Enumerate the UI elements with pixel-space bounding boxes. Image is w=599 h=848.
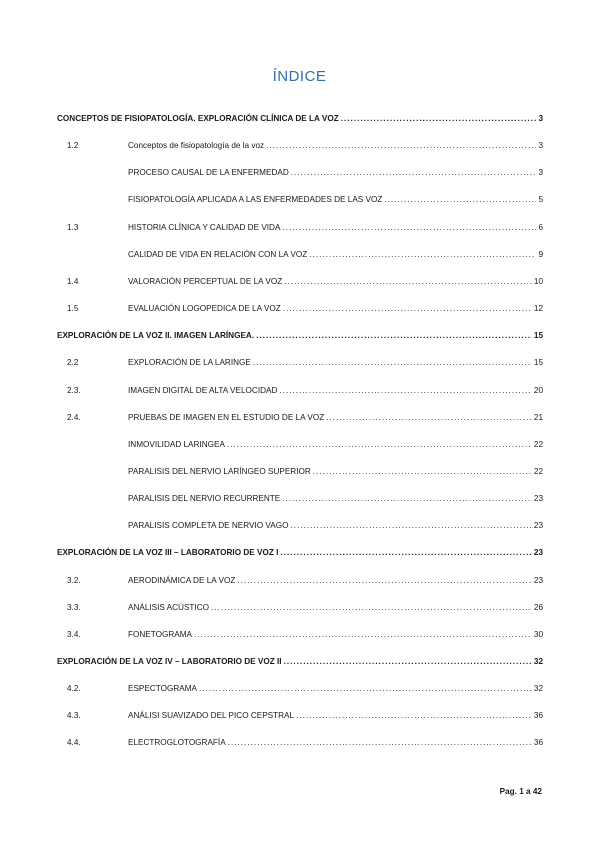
dot-leader — [282, 494, 532, 503]
dot-leader — [282, 223, 536, 232]
toc-entry[interactable] — [67, 141, 543, 155]
toc-entry-label: CONCEPTOS DE FISIOPATOLOGÍA. EXPLORACIÓN CLÍNICA DE LA VOZ — [57, 114, 339, 123]
dot-leader — [326, 413, 532, 422]
toc-entry[interactable] — [57, 548, 543, 562]
page-title: ÍNDICE — [272, 68, 327, 85]
toc-entry-page: 22 — [533, 466, 543, 476]
toc-entry[interactable] — [67, 385, 543, 400]
toc-entry-page: 3 — [538, 114, 543, 123]
dot-leader — [280, 548, 532, 557]
toc-entry-number: 4.4. — [67, 738, 81, 748]
toc-entry[interactable] — [67, 602, 543, 617]
dot-leader — [296, 711, 532, 720]
toc-entry-label: ANÁLISIS ACÚSTICO — [128, 602, 209, 612]
toc-entry-label: PARALISIS DEL NERVIO RECURRENTE — [128, 494, 281, 504]
toc-entry-page: 20 — [533, 385, 543, 395]
toc-entry-label: ANÁLISI SUAVIZADO DEL PICO CEPSTRAL — [128, 711, 295, 721]
toc-entry[interactable] — [128, 494, 543, 508]
toc-entry-label: EXPLORACIÓN DE LA VOZ II. IMAGEN LARÍNGEA. — [57, 331, 255, 341]
toc-entry-label: ELECTROGLOTOGRAFÍA — [128, 738, 226, 748]
toc-entry-page: 36 — [533, 738, 543, 748]
toc-entry-number: 3.3. — [67, 602, 81, 612]
toc-entry-page: 15 — [533, 358, 543, 368]
toc-entry[interactable] — [128, 195, 543, 209]
toc-entry-page: 15 — [533, 331, 543, 341]
dot-leader — [291, 168, 537, 177]
toc-entry-number: 4.2. — [67, 684, 81, 694]
toc-entry[interactable] — [128, 467, 543, 481]
dot-leader — [283, 304, 532, 313]
toc-entry[interactable] — [67, 711, 543, 725]
toc-entry-label: FISIOPATOLOGÍA APLICADA A LAS ENFERMEDADES DE LAS VOZ — [128, 195, 383, 205]
toc-entry[interactable] — [67, 358, 543, 372]
toc-entry[interactable] — [67, 304, 543, 318]
dot-leader — [253, 358, 532, 367]
toc-entry-page: 12 — [533, 304, 543, 314]
toc-entry-label: EXPLORACIÓN DE LA VOZ III – LABORATORIO DE VOZ I — [57, 548, 279, 558]
toc-entry[interactable] — [57, 114, 543, 128]
toc-entry-number: 1.2 — [67, 141, 79, 151]
toc-entry-number: 3.2. — [67, 575, 81, 585]
toc-entry-page: 22 — [533, 439, 543, 449]
toc-entry-label: PROCESO CAUSAL DE LA ENFERMEDAD — [128, 168, 289, 178]
dot-leader — [211, 603, 532, 612]
page-footer: Pag. 1 a 42 — [499, 787, 542, 796]
dot-leader — [237, 576, 532, 585]
toc-entry-label: EXPLORACIÓN DE LA LARINGE — [128, 358, 251, 368]
toc-entry-label: PARALISIS COMPLETA DE NERVIO VAGO — [128, 521, 289, 531]
toc-entry-page: 36 — [533, 711, 543, 721]
toc-entry-label: AERODINÁMICA DE LA VOZ — [128, 575, 236, 585]
toc-entry-number: 2.3. — [67, 385, 81, 395]
toc-entry-page: 5 — [538, 195, 543, 205]
dot-leader — [194, 630, 532, 639]
toc-entry-number: 4.3. — [67, 711, 81, 721]
toc-entry[interactable] — [57, 657, 543, 671]
toc-entry-page: 21 — [533, 412, 543, 422]
dot-leader — [284, 277, 532, 286]
toc-entry[interactable] — [67, 412, 543, 427]
toc-entry-label: EVALUACIÓN LOGOPEDICA DE LA VOZ — [128, 304, 281, 314]
toc-entry[interactable] — [128, 250, 543, 264]
dot-leader — [266, 141, 536, 150]
dot-leader — [284, 657, 532, 666]
toc-entry-label: VALORACIÓN PERCEPTUAL DE LA VOZ — [128, 276, 283, 286]
toc-entry-page: 9 — [538, 249, 543, 259]
toc-entry-page: 3 — [538, 141, 543, 151]
dot-leader — [228, 738, 532, 747]
toc-entry-page: 3 — [538, 168, 543, 178]
toc-entry-page: 23 — [533, 521, 543, 531]
toc-entry-page: 6 — [538, 222, 543, 232]
dot-leader — [309, 250, 536, 259]
toc-entry-number: 3.4. — [67, 629, 81, 639]
toc-entry-number: 2.2 — [67, 358, 79, 368]
toc-entry-label: PRUEBAS DE IMAGEN EN EL ESTUDIO DE LA VOZ — [128, 412, 325, 422]
toc-entry-number: 2.4. — [67, 412, 81, 422]
toc-entry[interactable] — [128, 168, 543, 182]
toc-entry-page: 30 — [533, 629, 543, 639]
toc-entry-number: 1.3 — [67, 222, 79, 232]
toc-entry[interactable] — [67, 738, 543, 752]
toc-entry-number: 1.5 — [67, 304, 79, 314]
toc-entry-label: INMOVILIDAD LARINGEA — [128, 439, 225, 449]
toc-entry[interactable] — [67, 575, 543, 590]
toc-entry-label: CALIDAD DE VIDA EN RELACIÓN CON LA VOZ — [128, 249, 308, 259]
dot-leader — [279, 386, 532, 395]
toc-entry-page: 32 — [533, 657, 543, 666]
toc-entry-page: 26 — [533, 602, 543, 612]
toc-entry-page: 10 — [533, 276, 543, 286]
toc-entry-page: 23 — [533, 494, 543, 504]
toc-entry-label: IMAGEN DIGITAL DE ALTA VELOCIDAD — [128, 385, 278, 395]
toc-entry-page: 32 — [533, 684, 543, 694]
toc-entry-label: HISTORIA CLÍNICA Y CALIDAD DE VIDA — [128, 222, 281, 232]
dot-leader — [341, 114, 537, 123]
toc-entry[interactable] — [57, 331, 543, 345]
dot-leader — [384, 195, 536, 204]
toc-entry-number: 1.4 — [67, 276, 79, 286]
dot-leader — [256, 331, 532, 340]
toc-entry-label: FONETOGRAMA — [128, 629, 192, 639]
toc-entry[interactable] — [128, 440, 543, 454]
toc-entry-page: 23 — [533, 548, 543, 558]
toc-entry-label: Conceptos de fisiopatología de la voz — [128, 141, 265, 151]
dot-leader — [199, 684, 532, 693]
toc-entry[interactable] — [67, 629, 543, 644]
toc-entry-page: 23 — [533, 575, 543, 585]
toc-entry-label: PARALISIS DEL NERVIO LARÍNGEO SUPERIOR — [128, 466, 311, 476]
toc-entry[interactable] — [67, 276, 543, 291]
toc-entry[interactable] — [67, 222, 543, 237]
dot-leader — [313, 467, 532, 476]
toc-entry-label: EXPLORACIÓN DE LA VOZ IV – LABORATORIO DE VOZ II — [57, 657, 282, 666]
toc-entry[interactable] — [67, 684, 543, 698]
toc-entry[interactable] — [128, 521, 543, 535]
toc-entry-label: ESPECTOGRAMA — [128, 684, 198, 694]
dot-leader — [227, 440, 532, 449]
dot-leader — [290, 521, 531, 530]
